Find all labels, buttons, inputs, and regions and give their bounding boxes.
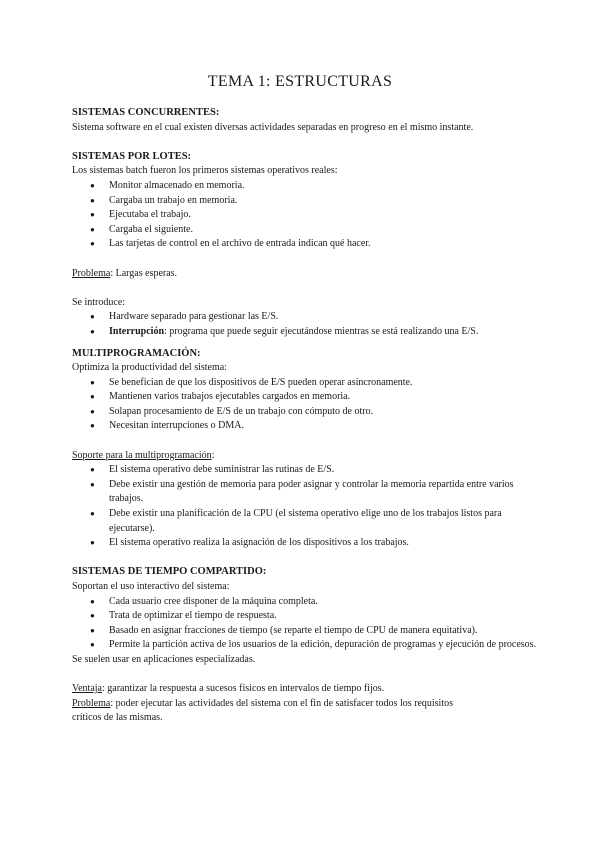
list-tiempo-compartido xyxy=(72,595,542,653)
list-item: ● Se benefician de que los dispositivos de E/S pueden operar asíncronamente. xyxy=(72,376,542,391)
problem-tiempo: Problema: poder ejecutar las actividades del sistema con el fin de satisfacer todos los requisitos críticos de las mismas. xyxy=(72,697,453,724)
after-text: Se suelen usar en aplicaciones especializadas. xyxy=(72,653,256,665)
bullet-icon: ● xyxy=(90,180,95,190)
bullet-icon: ● xyxy=(90,538,95,548)
list-item: ● Hardware separado para gestionar las E/S. xyxy=(72,310,542,325)
text-concurrentes: Sistema software en el cual existen diversas actividades separadas en progreso en el mismo instante. xyxy=(72,121,474,133)
intro-multiprogramacion: Optimiza la productividad del sistema: xyxy=(72,362,227,374)
list-lotes xyxy=(72,179,542,252)
bullet-icon: ● xyxy=(90,406,95,416)
heading-tiempo-compartido: SISTEMAS DE TIEMPO COMPARTIDO: xyxy=(72,566,267,578)
list-item: ● El sistema operativo realiza la asignación de los dispositivos a los trabajos. xyxy=(72,536,542,551)
list-item: ● Necesitan interrupciones o DMA. xyxy=(72,419,542,434)
list-item: ● Debe existir una planificación de la CPU (el sistema operativo elige uno de los trabajos listos para ejecutarse). xyxy=(90,508,502,534)
intro-tiempo-compartido: Soportan el uso interactivo del sistema: xyxy=(72,581,230,592)
list-item: ● Mantienen varios trabajos ejecutables cargados en memoria. xyxy=(72,390,542,405)
intro-lotes: Los sistemas batch fueron los primeros sistemas operativos reales: xyxy=(72,165,338,177)
bullet-icon: ● xyxy=(90,596,95,606)
list-item: ● Interrupción: programa que puede seguir ejecutándose mientras se está realizando una E/S. xyxy=(72,325,542,340)
bullet-icon: ● xyxy=(90,312,95,322)
heading-concurrentes: SISTEMAS CONCURRENTES: xyxy=(72,107,220,118)
bullet-icon: ● xyxy=(90,195,95,205)
list-multiprogramacion xyxy=(72,376,542,434)
list-item: ● Las tarjetas de control en el archivo de entrada indican qué hacer. xyxy=(72,237,542,252)
problem-lotes: Problema: Largas esperas. xyxy=(72,267,178,279)
bullet-icon: ● xyxy=(90,465,95,475)
list-introduce xyxy=(72,310,542,339)
list-item: ● Basado en asignar fracciones de tiempo (se reparte el tiempo de CPU de manera equitativa). xyxy=(72,624,542,639)
list-item: ● Debe existir una gestión de memoria para poder asignar y controlar la memoria repartida entre varios trabajos. xyxy=(90,478,514,505)
list-item: ● Trata de optimizar el tiempo de respuesta. xyxy=(72,609,542,624)
bullet-icon: ● xyxy=(90,509,95,519)
bullet-icon: ● xyxy=(90,224,95,234)
bullet-icon: ● xyxy=(90,210,95,220)
bullet-icon: ● xyxy=(90,640,95,650)
page-title: TEMA 1: ESTRUCTURAS xyxy=(207,73,393,90)
list-item: ● El sistema operativo debe suministrar las rutinas de E/S. xyxy=(72,463,542,478)
list-item: ● Cada usuario cree disponer de la máquina completa. xyxy=(72,595,542,610)
document-body xyxy=(72,106,542,726)
advantage: Ventaja: garantizar la respuesta a sucesos físicos en intervalos de tiempo fijos. xyxy=(72,683,385,695)
bullet-icon: ● xyxy=(90,392,95,402)
list-item: ● Monitor almacenado en memoria. xyxy=(72,179,542,194)
bullet-icon: ● xyxy=(90,377,95,387)
problem-label: Problema xyxy=(72,697,111,709)
heading-lotes: SISTEMAS POR LOTES: xyxy=(72,150,192,162)
bullet-icon: ● xyxy=(90,326,95,336)
bullet-icon: ● xyxy=(90,479,95,489)
list-item: ● Ejecutaba el trabajo. xyxy=(72,208,542,223)
bullet-icon: ● xyxy=(90,625,95,635)
heading-multiprogramacion: MULTIPROGRAMACIÓN: xyxy=(72,347,201,359)
support-label: Soporte para la multiprogramación xyxy=(72,449,212,461)
advantage-label: Ventaja xyxy=(72,683,102,695)
bullet-icon: ● xyxy=(90,239,95,249)
support-heading: Soporte para la multiprogramación: xyxy=(72,449,215,461)
list-item: ● Permite la partición activa de los usuarios de la edición, depuración de programas y ejecución de procesos. xyxy=(72,638,542,653)
bullet-icon: ● xyxy=(90,421,95,431)
list-item: ● Solapan procesamiento de E/S de un trabajo con cómputo de otro. xyxy=(72,405,542,420)
introduce-text: Se introduce: xyxy=(72,296,126,308)
list-support xyxy=(72,463,542,551)
list-item: ● Cargaba un trabajo en memoria. xyxy=(72,194,542,209)
problem-label: Problema xyxy=(72,267,111,279)
list-item: ● Cargaba el siguiente. xyxy=(72,223,542,238)
bullet-icon: ● xyxy=(90,611,95,621)
